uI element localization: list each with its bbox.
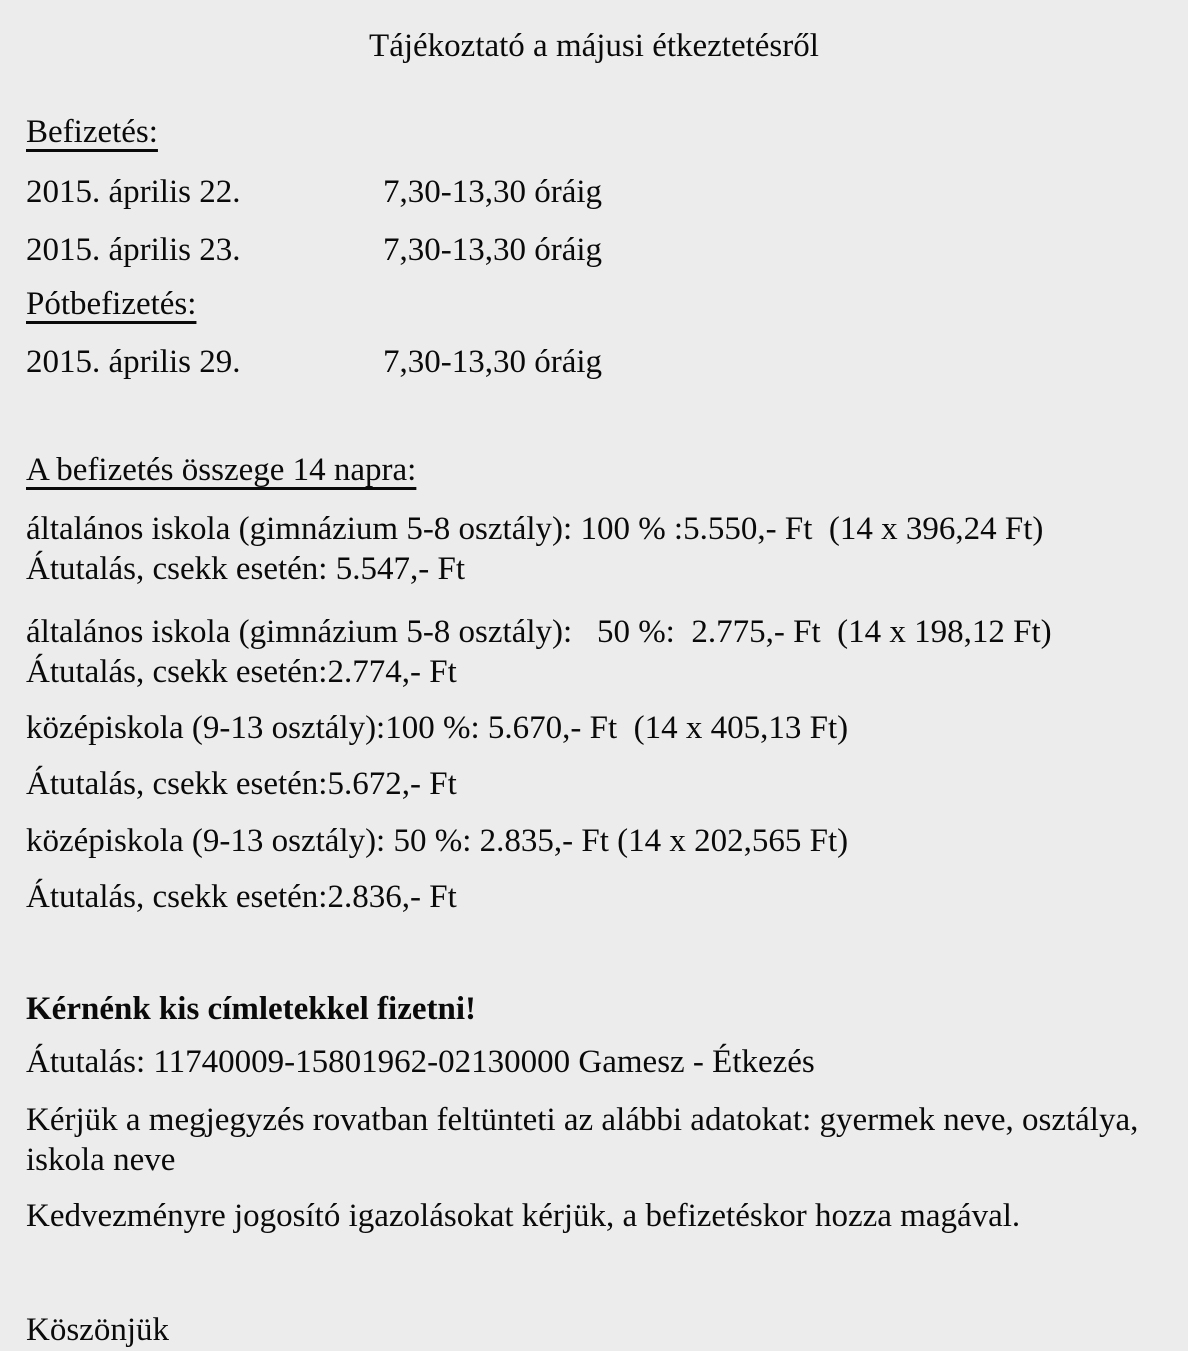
extra-payment-date: 2015. április 29.: [26, 344, 241, 380]
remark-instructions: Kérjük a megjegyzés rovatban feltünteti az alábbi adatokat: gyermek neve, osztálya, iskola neve: [26, 1102, 1139, 1178]
fee-line: Átutalás, csekk esetén:2.774,- Ft: [26, 654, 457, 690]
page-title: Tájékoztató a májusi étkeztetésről: [369, 28, 819, 64]
fee-item: [26, 509, 1162, 589]
fees-section: [26, 450, 1162, 490]
payment-heading: Befizetés:: [26, 114, 158, 150]
fee-line: középiskola (9-13 osztály): 50 %: 2.835,- Ft (14 x 202,565 Ft): [26, 823, 849, 859]
extra-payment-heading: Pótbefizetés:: [26, 286, 197, 322]
fee-line: középiskola (9-13 osztály):100 %: 5.670,- Ft (14 x 405,13 Ft): [26, 710, 849, 746]
fee-line: általános iskola (gimnázium 5-8 osztály): 50 %: 2.775,- Ft (14 x 198,12 Ft): [26, 614, 1052, 650]
fee-line: Átutalás, csekk esetén: 5.547,- Ft: [26, 551, 465, 587]
payment-row: [26, 172, 1162, 212]
small-denominations-note: Kérnénk kis címletekkel fizetni!: [26, 991, 477, 1027]
extra-payment-section: [26, 284, 1162, 324]
payment-time: 7,30-13,30 óráig: [383, 174, 603, 210]
payment-row: [26, 230, 1162, 270]
transfer-account-line: Átutalás: 11740009-15801962-02130000 Gamesz - Étkezés: [26, 1044, 815, 1080]
fee-line: Átutalás, csekk esetén:5.672,- Ft: [26, 766, 457, 802]
payment-time: 7,30-13,30 óráig: [383, 232, 603, 268]
fee-line: Átutalás, csekk esetén:2.836,- Ft: [26, 879, 457, 915]
fee-item: [26, 612, 1162, 692]
extra-payment-row: [26, 342, 1162, 382]
payment-section: [26, 112, 1162, 152]
discount-certificates-note: Kedvezményre jogosító igazolásokat kérjük, a befizetéskor hozza magával.: [26, 1198, 1021, 1234]
extra-payment-time: 7,30-13,30 óráig: [383, 344, 603, 380]
thanks-line: Köszönjük: [26, 1312, 169, 1348]
fee-line: általános iskola (gimnázium 5-8 osztály): 100 % :5.550,- Ft (14 x 396,24 Ft): [26, 511, 1044, 547]
payment-date: 2015. április 23.: [26, 232, 241, 268]
fees-heading: A befizetés összege 14 napra:: [26, 452, 417, 488]
payment-date: 2015. április 22.: [26, 174, 241, 210]
